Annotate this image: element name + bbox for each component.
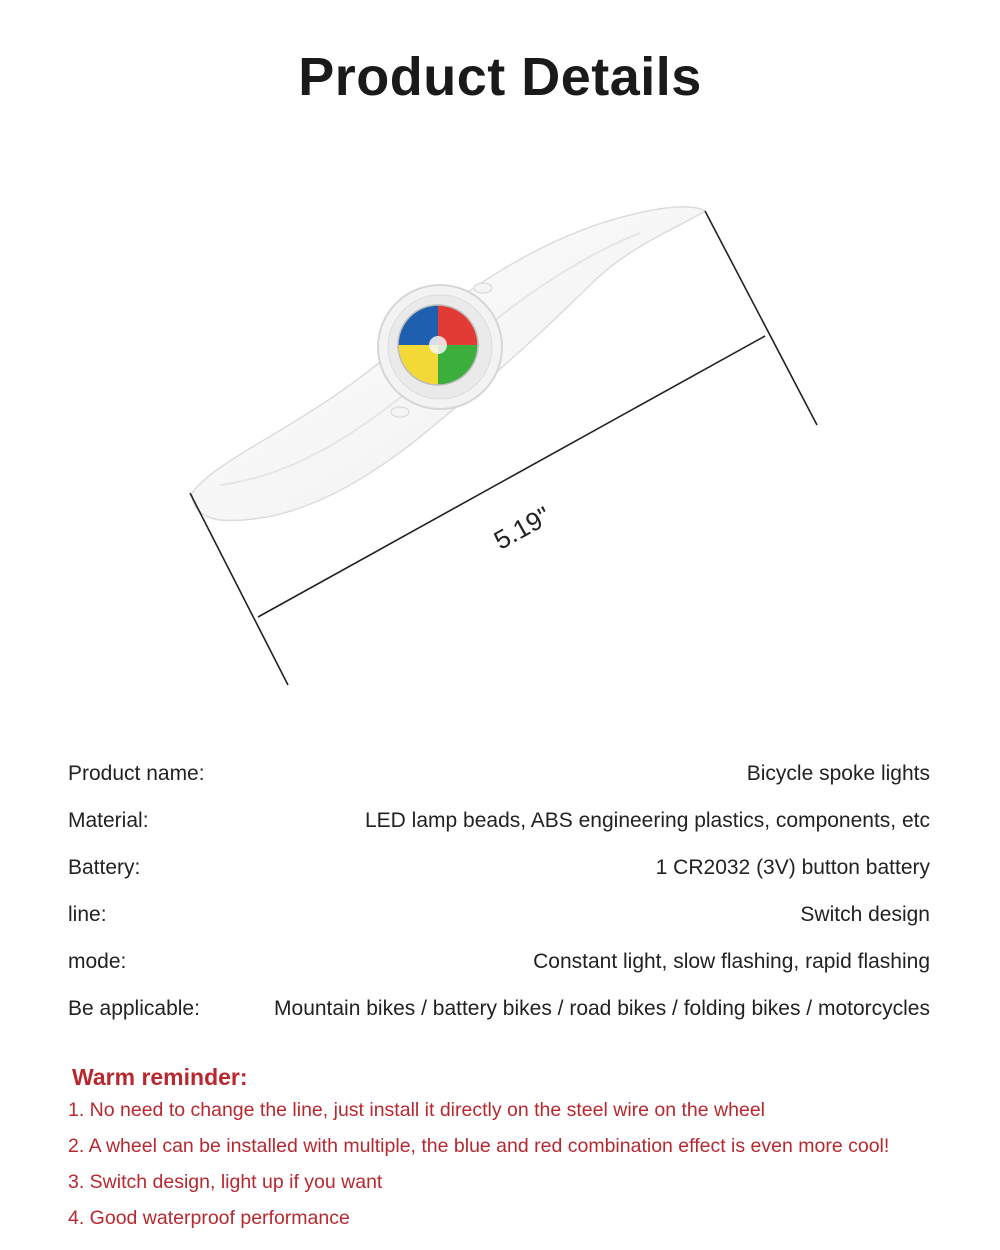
product-image bbox=[160, 175, 850, 695]
spec-table bbox=[68, 762, 930, 1044]
mount-hole bbox=[391, 407, 409, 417]
dimension-label: 5.19" bbox=[488, 500, 556, 556]
spec-label: Material: bbox=[68, 809, 149, 832]
reminder-item: 2. A wheel can be installed with multiple, the blue and red combination effect is even more cool! bbox=[68, 1135, 890, 1157]
spec-label: Battery: bbox=[68, 856, 141, 879]
spec-value: LED lamp beads, ABS engineering plastics, components, etc bbox=[365, 809, 930, 832]
extension-line bbox=[705, 211, 817, 425]
extension-line bbox=[190, 493, 288, 685]
spec-value: Bicycle spoke lights bbox=[746, 762, 930, 785]
spec-row-applicable bbox=[68, 997, 930, 1044]
spec-label: mode: bbox=[68, 950, 127, 973]
spec-row-material bbox=[68, 809, 930, 856]
spec-value: Constant light, slow flashing, rapid flashing bbox=[533, 950, 930, 973]
spec-value: Mountain bikes / battery bikes / road bikes / folding bikes / motorcycles bbox=[274, 997, 930, 1020]
reminder-list bbox=[68, 1099, 948, 1243]
spec-row-battery bbox=[68, 856, 930, 903]
led-lens bbox=[398, 305, 478, 385]
spec-label: Be applicable: bbox=[68, 997, 200, 1020]
mount-hole bbox=[474, 283, 492, 293]
reminder-item: 3. Switch design, light up if you want bbox=[68, 1171, 383, 1193]
spec-row-line bbox=[68, 903, 930, 950]
spec-row-product-name bbox=[68, 762, 930, 809]
spec-label: Product name: bbox=[68, 762, 205, 785]
spec-value: Switch design bbox=[800, 903, 930, 926]
page-title: Product Details bbox=[298, 47, 702, 107]
reminder-heading: Warm reminder: bbox=[72, 1064, 248, 1090]
spec-label: line: bbox=[68, 903, 107, 926]
reminder-item: 4. Good waterproof performance bbox=[68, 1207, 350, 1229]
spoke-light-illustration bbox=[160, 175, 850, 695]
reminder-item: 1. No need to change the line, just install it directly on the steel wire on the wheel bbox=[68, 1099, 765, 1121]
spec-row-mode bbox=[68, 950, 930, 997]
spec-value: 1 CR2032 (3V) button battery bbox=[655, 856, 930, 879]
